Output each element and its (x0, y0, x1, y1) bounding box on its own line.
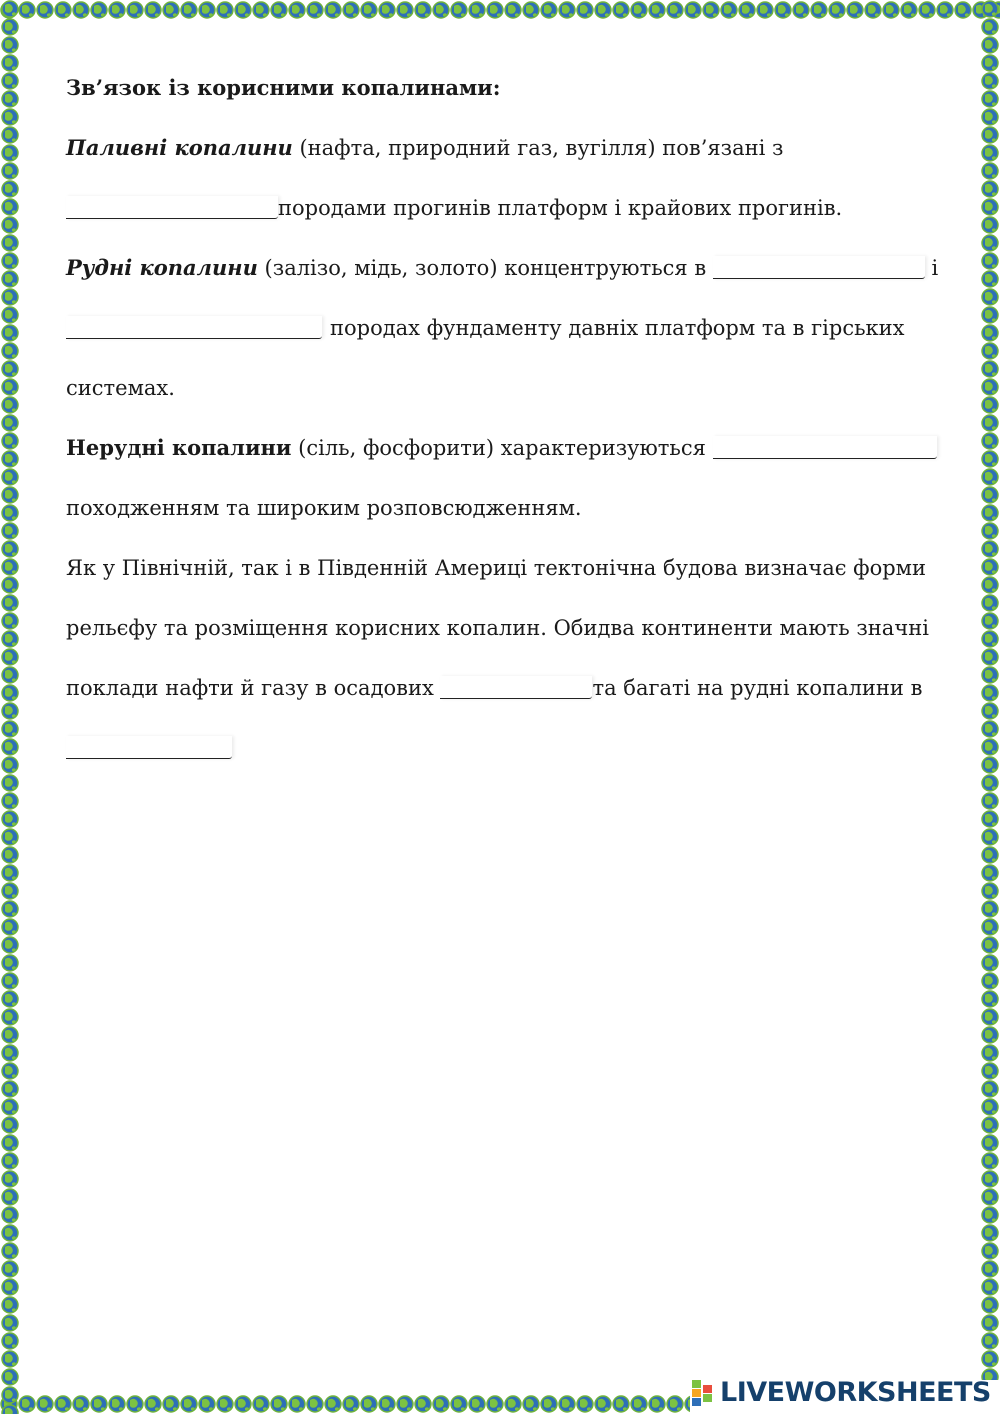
ore-minerals-and: і (924, 256, 939, 280)
nonmetal-minerals-text-2: походженням та широким розповсюдженням. (66, 496, 582, 520)
nonmetal-minerals-line-2 (66, 478, 946, 538)
ore-rocks-blank-input-2[interactable] (66, 316, 322, 339)
liveworksheets-logo-icon (690, 1377, 716, 1407)
summary-text-3b: та багаті на рудні копалини в (592, 676, 923, 700)
summary-line-2: рельєфу та розміщення корисних копалин. Обидва континенти мають значні (66, 616, 929, 640)
globe-border-bottom (0, 1394, 690, 1414)
ore-minerals-text-3: системах. (66, 376, 175, 400)
worksheet-body (66, 58, 946, 778)
worksheet-heading: Зв’язок із корисними копалинами: (66, 75, 501, 100)
sedimentary-basins-blank-input[interactable] (440, 676, 592, 699)
ore-minerals-text: (залізо, мідь, золото) концентруються в (257, 256, 713, 280)
ore-minerals-term: Рудні копалини (66, 255, 258, 280)
fuel-minerals-line-1 (66, 118, 946, 178)
fuel-minerals-term: Паливні копалини (66, 135, 293, 160)
nonmetal-minerals-term: Нерудні копалини (66, 435, 292, 460)
nonmetal-minerals-line-1 (66, 418, 946, 478)
ore-rocks-blank-input-1[interactable] (713, 256, 925, 279)
globe-border-top-icon (0, 0, 1000, 20)
liveworksheets-logo-text: LIVEWORKSHEETS (720, 1376, 991, 1408)
ore-regions-blank-input[interactable] (66, 736, 232, 759)
globe-border-left (0, 0, 20, 1414)
summary-text-3a: поклади нафти й газу в осадових (66, 676, 441, 700)
fuel-minerals-text: (нафта, природний газ, вугілля) пов’язані з (292, 136, 784, 160)
globe-border-right (980, 0, 1000, 1380)
globe-border-bottom-icon (0, 1394, 690, 1414)
nonmetal-origin-blank-input[interactable] (713, 436, 937, 459)
nonmetal-minerals-text: (сіль, фосфорити) характеризуються (291, 436, 713, 460)
ore-minerals-text-2: породах фундаменту давніх платформ та в гірських (330, 316, 905, 340)
ore-minerals-line-2 (66, 298, 946, 358)
globe-border-top (0, 0, 1000, 20)
fuel-minerals-text-2: породами прогинів платформ і крайових прогинів. (278, 196, 843, 220)
summary-line-1: Як у Північній, так і в Південній Америці тектонічна будова визначає форми (66, 556, 927, 580)
globe-border-left-icon (0, 0, 20, 1414)
globe-border-right-icon (980, 0, 1000, 1380)
liveworksheets-logo (690, 1372, 996, 1412)
summary-line-4 (66, 718, 946, 778)
ore-minerals-line-1 (66, 238, 946, 298)
fuel-rocks-blank-input[interactable] (66, 196, 278, 219)
summary-line-3 (66, 658, 946, 718)
fuel-minerals-line-2 (66, 178, 946, 238)
ore-minerals-line-3 (66, 358, 946, 418)
